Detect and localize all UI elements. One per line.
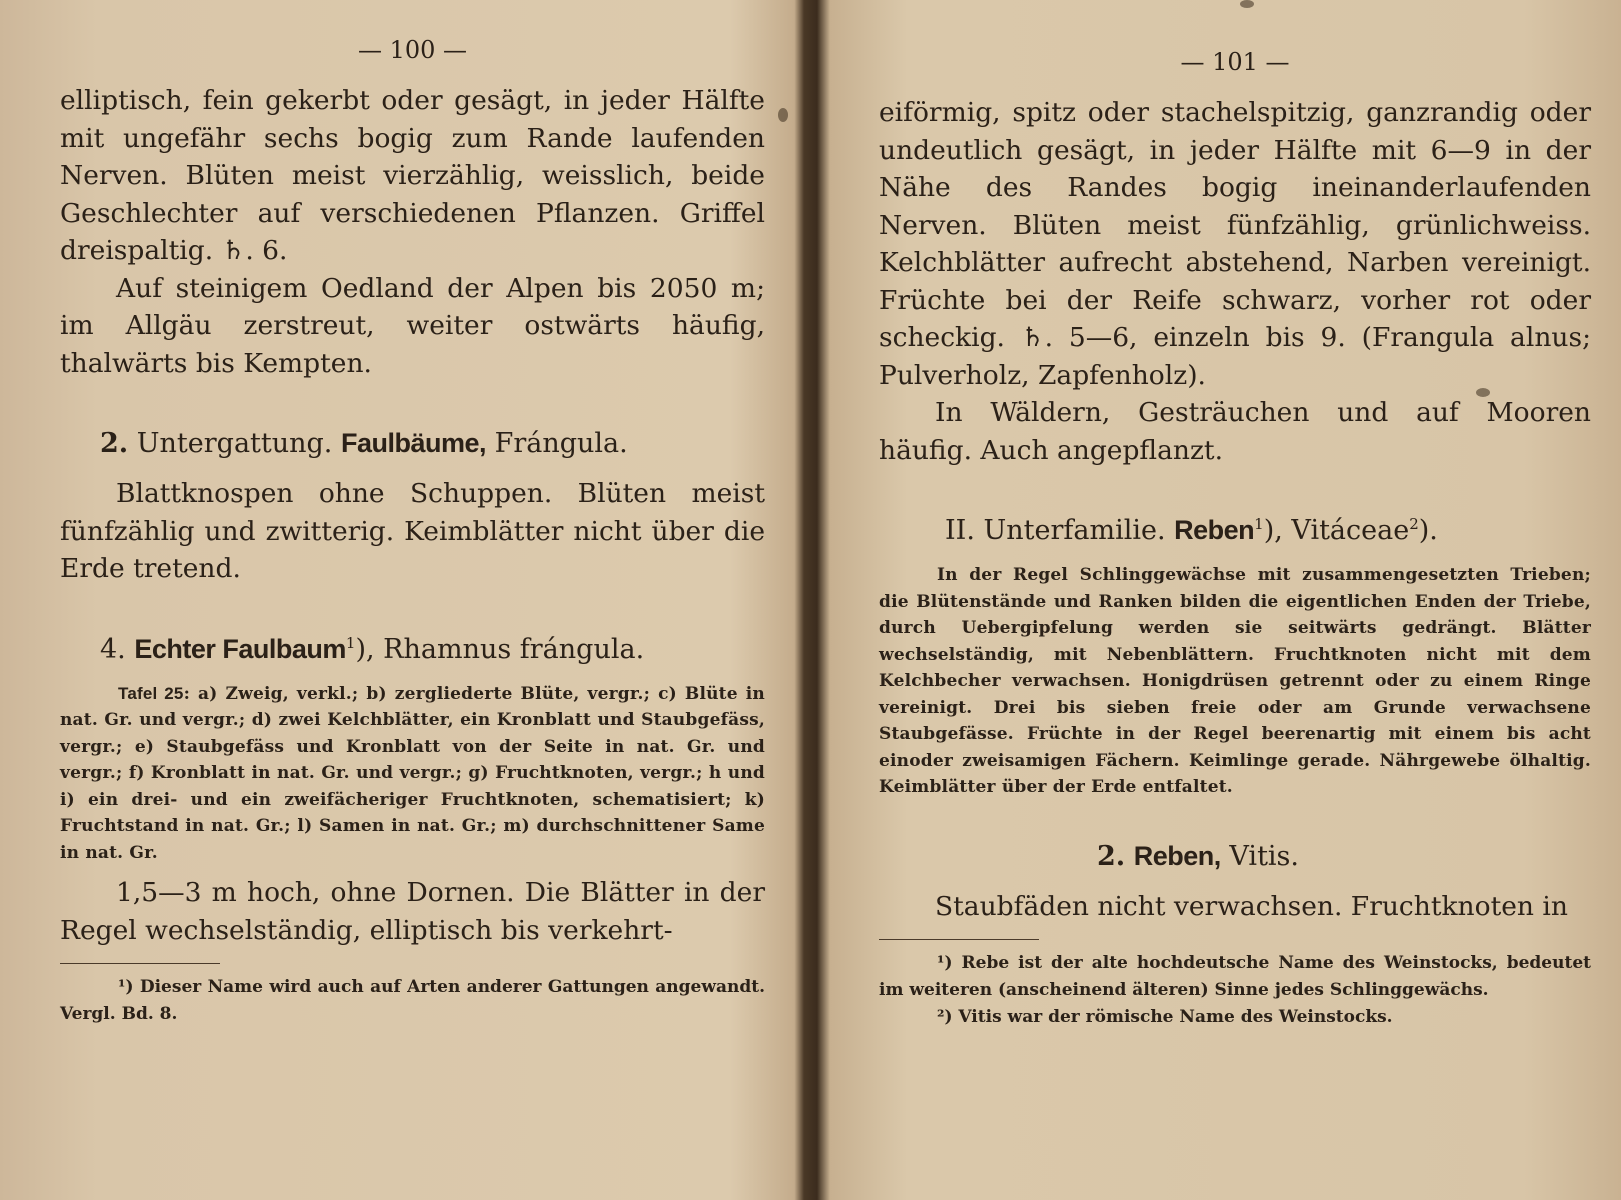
footnote-rule [879,939,1039,940]
intro-paragraph: eiförmig, spitz oder stachelspitzig, ganzrandig oder undeutlich gesägt, in jeder Hälfte mit 6—9 in der Nähe des Randes bogig ineinanderlaufenden Nerven. Blüten meist fünfzählig, grünlichweiss. Kelchblätter aufrecht abstehend, Narben vereinigt. Früchte bei der Reife schwarz, vorher rot oder scheckig. ♄. 5—6, einzeln bis 9. (Frangula alnus; Pulverholz, Zapfenholz). [879,97,1591,391]
heading-latin: ), Vitáceae [1263,515,1410,546]
footnote-1: ¹) Rebe ist der alte hochdeutsche Name des Weinstocks, bedeutet im weiteren (anscheinend älteren) Sinne jedes Schlinggewächs. [879,953,1591,1000]
habitat-paragraph: In Wäldern, Gesträuchen und auf Mooren häufig. Auch angepflanzt. [879,397,1591,466]
left-page [0,0,805,1200]
footnote-ref: 1 [1254,515,1264,533]
subfamily-paragraph: In der Regel Schlinggewächse mit zusammengesetzten Trieben; die Blütenstände und Ranken bilden die eigentlichen Enden der Triebe, durch Uebergipfelung werden sie seitwärts gedrängt. Blätter wechselständig, mit Nebenblättern. Fruchtknoten nicht mit dem Kelchbecher verwachsen. Honigdrüsen getrennt oder zu einem Ringe vereinigt. Drei bis sieben freie oder am Grunde verwachsene Staubgefässe. Früchte in der Regel beerenartig mit einem bis acht einoder zweisamigen Fächern. Keimlinge gerade. Nährgewebe ölhaltig. Keimblätter über der Erde entfaltet. [879,565,1591,797]
heading-name: Echter Faulbaum [134,633,346,664]
genus-heading [1097,841,1591,872]
heading-number: 4. [100,633,126,665]
genus-paragraph: Staubfäden nicht verwachsen. Fruchtknoten in [935,890,1568,922]
subgenus-heading [100,428,765,459]
heading-latin: Frángula. [494,428,628,459]
plate-caption [60,681,765,867]
plate-label: Tafel 25 [118,683,184,703]
page-number: — 101 — [1180,48,1290,76]
heading-name: Faulbäume, [340,428,487,458]
heading-name: Reben [1174,515,1255,545]
right-page [815,0,1621,1200]
subfamily-heading [945,515,1591,546]
paper-stain [1476,388,1490,397]
footnote-ref: 1 [345,633,356,652]
intro-paragraph: elliptisch, fein gekerbt oder gesägt, in jeder Hälfte mit ungefähr sechs bogig zum Rande laufenden Nerven. Blüten meist vierzählig, weisslich, beide Geschlechter auf verschiedenen Pflanzen. Griffel dreispaltig. ♄. 6. [60,85,765,266]
heading-name: Reben, [1133,840,1221,871]
heading-label: II. Unterfamilie. [945,515,1166,546]
heading-latin: Vitis. [1229,840,1299,872]
description-paragraph: 1,5—3 m hoch, ohne Dornen. Die Blätter in der Regel wechselständig, elliptisch bis verkehrt- [60,877,765,946]
plate-text: : a) Zweig, verkl.; b) zergliederte Blüte, vergr.; c) Blüte in nat. Gr. und vergr.; d) zwei Kelchblätter, ein Kronblatt und Staubgefäss, vergr.; e) Staubgefäss und Kronblatt von der Seite in nat. Gr. und vergr.; f) Kronblatt in nat. Gr. und vergr.; g) Fruchtknoten, vergr.; h und i) ein drei- und ein zweifächeriger Fruchtknoten, schematisiert; k) Fruchtstand in nat. Gr.; l) Samen in nat. Gr.; m) durchschnittener Same in nat. Gr. [60,683,765,863]
heading-label: Untergattung. [136,428,333,459]
heading-end: ). [1418,515,1438,546]
footnote-rule [60,963,220,964]
footnote-2: ²) Vitis war der römische Name des Weinstocks. [937,1007,1393,1027]
habitat-paragraph: Auf steinigem Oedland der Alpen bis 2050 m; im Allgäu zerstreut, weiter ostwärts häufig, thalwärts bis Kempten. [60,272,765,379]
subgenus-paragraph: Blattknospen ohne Schuppen. Blüten meist fünfzählig und zwitterig. Keimblätter nicht über die Erde tretend. [60,478,765,584]
heading-number: 2. [100,428,129,459]
heading-number: 2. [1097,840,1126,872]
footnote: ¹) Dieser Name wird auch auf Arten anderer Gattungen angewandt. Vergl. Bd. 8. [60,977,765,1024]
heading-latin: ), Rhamnus frángula. [355,633,645,665]
footnote-ref: 2 [1409,515,1419,533]
paper-stain [1240,0,1254,8]
species-heading [100,634,765,665]
paper-stain [778,108,788,122]
page-number: — 100 — [357,36,468,64]
